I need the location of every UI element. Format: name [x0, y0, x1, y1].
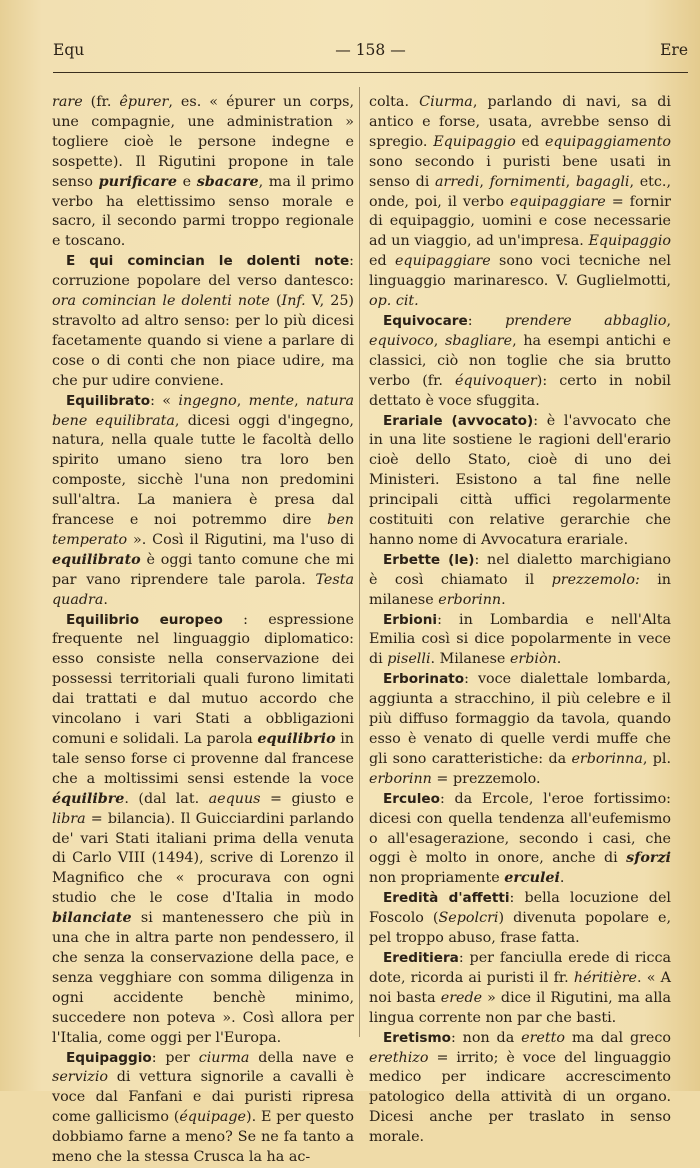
entry-text: :: [467, 312, 506, 329]
entry-text: e: [176, 173, 197, 190]
entry-text: della nave e: [249, 1049, 354, 1066]
dictionary-entry: [52, 392, 354, 611]
italic-term: eretto: [521, 1029, 565, 1046]
italic-term: erborinn: [438, 591, 502, 608]
entry-headword: Erculeo: [383, 790, 440, 807]
running-header: [53, 41, 688, 65]
italic-term: équipage: [179, 1109, 247, 1126]
emphasized-term: bilanciate: [52, 910, 132, 927]
italic-term: op. cit.: [369, 293, 419, 310]
italic-term: equipaggiamento: [544, 133, 671, 150]
entry-text: non propriamente: [369, 870, 505, 887]
entry-text: » dice il Rigutini, ma alla lingua corrente non par che basti.: [369, 989, 671, 1026]
entry-text: = prezzemolo.: [431, 770, 541, 787]
entry-headword: Equilibrato: [66, 392, 151, 409]
entry-text: ». Così il Rigutini, ma l'uso di: [127, 531, 354, 548]
entry-text: , ha esempi antichi e classici, ciò non toglie che sia brutto verbo (fr.: [369, 332, 671, 389]
italic-term: erede: [440, 989, 483, 1006]
dictionary-entry: [369, 1029, 671, 1148]
entry-text: . (dal lat.: [124, 790, 209, 807]
italic-term: Equipaggio: [433, 133, 516, 150]
dictionary-entry: [369, 412, 671, 551]
italic-term: Inf.: [281, 293, 306, 310]
italic-term: Testa quadra: [52, 571, 354, 608]
emphasized-term: purificare: [98, 173, 177, 190]
entry-text: .: [559, 870, 565, 887]
italic-term: equivoco: [369, 332, 434, 349]
italic-term: piselli: [387, 651, 431, 668]
entry-text: .: [556, 651, 562, 668]
entry-text: ,: [294, 392, 306, 409]
emphasized-term: équilibre: [52, 790, 125, 807]
entry-headword: Equivocare: [383, 312, 468, 329]
entry-text: ed: [369, 253, 395, 270]
italic-term: ben temperato: [52, 512, 354, 548]
entry-text: sono voci tecniche nel linguaggio marinaresco. V. Guglielmotti,: [369, 253, 671, 290]
dictionary-entry: [369, 670, 671, 789]
entry-text: = bilancia). Il Guicciardini parlando de' vari Stati italiani prima della venuta di Carlo VIII (1494), scrive di Lorenzo il Magnifico che « procurava con ogni studio che le cose d'Italia in modo: [52, 810, 354, 907]
italic-term: héritière: [573, 969, 638, 986]
entry-text: in milanese: [369, 571, 671, 608]
emphasized-term: equilibrato: [52, 551, 141, 568]
dictionary-entry: [369, 312, 671, 412]
italic-term: prendere abbaglio: [505, 312, 667, 329]
entry-text: è oggi tanto comune che mi par vano riprendere tale parola.: [52, 551, 354, 588]
dictionary-entry: [52, 1049, 354, 1168]
dictionary-entry: [369, 889, 671, 949]
entry-text: = fornir di equipaggio, uomini e cose necessarie ad un viaggio, ad un'impresa.: [369, 193, 671, 250]
dictionary-entry: [52, 611, 354, 1049]
entry-text: . « A noi basta: [369, 969, 671, 1006]
entry-text: = irrito; è voce del linguaggio medico per indicare accrescimento patologico della attività di un organo. Dicesi anche per traslato in senso morale.: [369, 1049, 671, 1146]
emphasized-term: sbacare: [196, 173, 259, 190]
entry-text: (fr.: [82, 94, 120, 110]
entry-text: , etc., onde, poi, il verbo: [369, 173, 671, 210]
italic-term: libra: [52, 810, 86, 827]
italic-term: equipaggiare: [394, 253, 491, 270]
italic-term: natura bene equilibrata: [52, 392, 355, 429]
italic-term: mente: [248, 392, 295, 409]
entry-text: ) divenuta popolare e, pel troppo abuso, frase fatta.: [369, 910, 672, 947]
page-number: — 158 —: [335, 41, 406, 59]
entry-text: ,: [236, 392, 249, 409]
entry-text: , pl.: [642, 750, 672, 767]
entry-text: colta.: [369, 94, 420, 110]
italic-term: erbiòn: [509, 651, 557, 668]
italic-term: arredi: [434, 173, 480, 190]
entry-text: : bella locuzione del Foscolo (: [369, 890, 671, 927]
italic-term: Equipaggio: [588, 233, 671, 250]
entry-text: sono secondo i puristi bene usati in senso di: [369, 153, 671, 190]
italic-term: équivoquer: [455, 372, 537, 389]
entry-text: : è l'avvocato che in una lite sostiene le ragioni dell'erario cioè dello Stato, cioè di uno dei Ministeri. Esistono a tal fine nelle principali città uffici regolarmente costituiti con relative gerarchie che hanno nome di Avvocatura erariale.: [369, 412, 671, 548]
entry-text: ,: [666, 312, 671, 329]
italic-term: êpurer: [119, 94, 169, 110]
entry-text: .: [501, 591, 506, 608]
right-column: [369, 93, 671, 1148]
entry-headword: Erborinato: [383, 671, 465, 688]
italic-term: equipaggiare: [509, 193, 606, 210]
entry-text: V, 25) stravolto ad altro senso: per lo più dicesi facetamente quando si viene a parlare di cose o di conti che non piace udire, ma che pur udire conviene.: [52, 293, 355, 389]
entry-text: : per fanciulla erede di ricca dote, ricorda ai puristi il fr.: [369, 949, 671, 986]
dictionary-entry: [369, 949, 671, 1029]
entry-text: .: [103, 591, 108, 608]
entry-headword: E qui comincian le dolenti note: [66, 253, 350, 270]
italic-term: Sepolcri: [438, 910, 499, 927]
entry-headword: Erariale (avvocato): [383, 412, 534, 429]
entry-text: (: [269, 293, 282, 310]
italic-term: erborinna: [571, 750, 643, 767]
entry-text: : corruzione popolare del verso dantesco:: [52, 253, 354, 290]
entry-text: ,: [433, 332, 445, 349]
entry-text: , parlando di navi, sa di antico e forse, usata, avrebbe senso di spregio.: [369, 94, 672, 150]
emphasized-term: equilibrio: [257, 731, 336, 747]
italic-term: fornimenti: [489, 173, 566, 190]
italic-term: sbagliare: [444, 332, 513, 349]
entry-text: : «: [150, 392, 179, 409]
entry-text: ma dal greco: [564, 1029, 672, 1046]
entry-text: ,: [565, 173, 576, 190]
entry-headword: Eretismo: [383, 1029, 451, 1046]
column-divider: [359, 87, 360, 1037]
dictionary-entry: [52, 252, 354, 391]
header-rule: [53, 72, 688, 73]
entry-continuation: [52, 93, 354, 252]
entry-text: ): certo in nobil dettato è voce sfuggita.: [369, 372, 671, 409]
italic-term: ingegno: [178, 392, 237, 409]
emphasized-term: erculei: [504, 870, 560, 887]
entry-text: si mantenessero che più in una che in altra parte non pendessero, il che senza la conservazione della pace, e senza vegghiare con somma diligenza in ogni accidente benchè minimo, succedere non poteva ». Così allora per l'Italia, come oggi per l'Europa.: [52, 910, 354, 1046]
header-left-guideword: Equ: [53, 41, 85, 59]
entry-text: di vettura signorile a cavalli è voce dal Fanfani e dai puristi ripresa come gallicismo (: [52, 1069, 354, 1126]
entry-text: = giusto e: [260, 790, 355, 807]
entry-text: , es. « épurer un corps, une compagnie, une administration » togliere cioè le persone indegne e sospette). Il Rigutini propone in tale senso: [52, 94, 354, 190]
italic-term: aequus: [208, 790, 261, 807]
entry-text: ed: [515, 133, 545, 150]
entry-text: , ma il primo verbo ha elettissimo senso morale e sacro, il secondo parmi troppo regionale e toscano.: [52, 173, 354, 250]
left-column: [52, 93, 354, 1168]
italic-term: rare: [52, 94, 83, 110]
entry-headword: Equipaggio: [66, 1049, 152, 1066]
entry-text: : in Lombardia e nell'Alta Emilia così si dice popolarmente in vece di: [369, 611, 671, 668]
italic-term: erborinn: [369, 770, 432, 787]
entry-headword: Erbette (le): [383, 551, 475, 568]
entry-text: : per: [151, 1049, 199, 1066]
entry-text: ,: [479, 173, 490, 190]
italic-term: prezzemolo:: [551, 571, 640, 588]
entry-text: : espressione frequente nel linguaggio diplomatico: esso consiste nella conservazione dei possessi territoriali quali furono limitati dai trattati e dal mutuo accordo che vincolano i vari Stati a obbligazioni comuni e solidali. La parola: [52, 611, 354, 747]
dictionary-entry: [369, 611, 671, 671]
entry-continuation: [369, 93, 671, 312]
italic-term: ciurma: [198, 1049, 250, 1066]
dictionary-entry: [369, 790, 671, 890]
dictionary-entry: [369, 551, 671, 611]
entry-text: : non da: [450, 1029, 522, 1046]
entry-headword: Equilibrio europeo: [66, 611, 223, 628]
italic-term: servizio: [52, 1069, 108, 1086]
entry-headword: Ereditiera: [383, 949, 459, 966]
italic-term: bagagli: [575, 173, 630, 190]
entry-text: : voce dialettale lombarda, aggiunta a stracchino, il più celebre e il più diffuso formaggio da tavola, quando esso è venato di quelle verdi muffe che gli sono caratteristiche: da: [369, 671, 671, 767]
entry-headword: Erbioni: [383, 611, 438, 628]
entry-text: : nel dialetto marchigiano è così chiamato il: [369, 551, 671, 588]
entry-text: in tale senso forse ci provenne dal francese che a moltissimi sensi estende la voce: [52, 731, 355, 787]
italic-term: Ciurma: [419, 94, 473, 110]
entry-text: . Milanese: [430, 651, 510, 668]
entry-text: ). E per questo dobbiamo farne a meno? Se ne fa tanto a meno che la stessa Crusca la ha ac-: [52, 1109, 354, 1166]
italic-term: ora comincian le dolenti note: [52, 293, 270, 310]
italic-term: erethizo: [369, 1049, 429, 1066]
entry-headword: Eredità d'affetti: [383, 890, 510, 907]
emphasized-term: sforzi: [626, 850, 671, 867]
entry-text: , dicesi oggi d'ingegno, natura, nella quale tutte le facoltà dello spirito umano sieno tra loro ben composte, sicchè l'una non predomini sull'altra. La maniera è presa dal francese e noi potremmo dire: [52, 412, 354, 529]
header-right-guideword: Ere: [660, 41, 688, 59]
entry-text: : da Ercole, l'eroe fortissimo: dicesi con quella tendenza all'eufemismo o all'esagerazione, secondo i casi, che oggi è molto in onore, anche di: [369, 790, 671, 867]
